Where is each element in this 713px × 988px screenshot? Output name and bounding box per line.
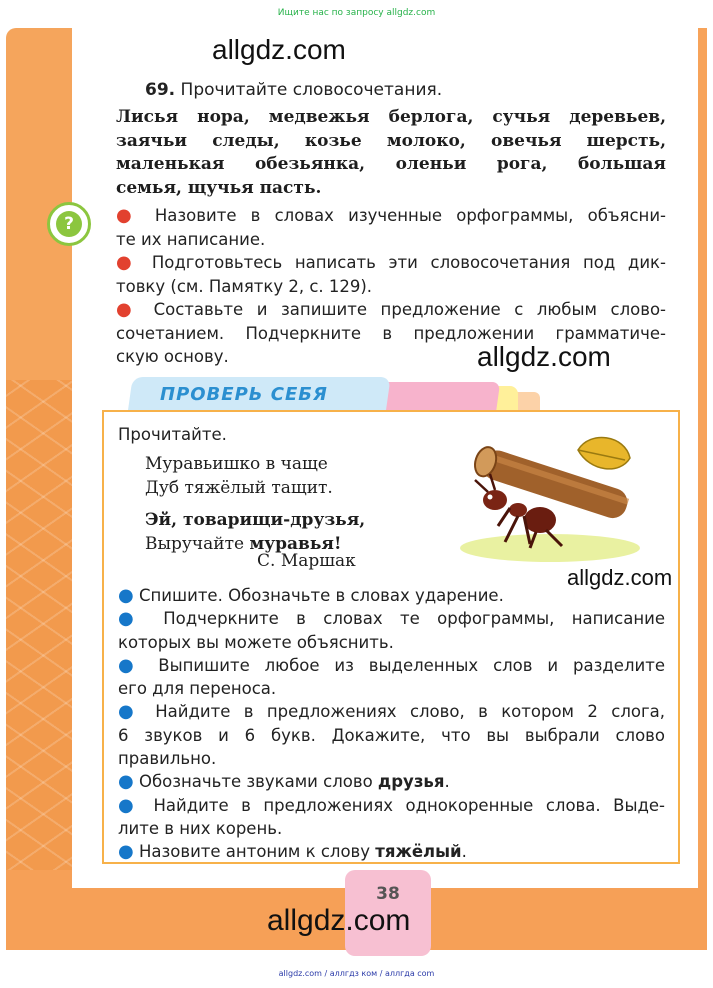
poem-line: Эй, товарищи-друзья, xyxy=(145,510,366,530)
task-line: скую основу. xyxy=(116,347,229,366)
task-line: те их написание. xyxy=(116,229,266,249)
task-line: ● Составьте и запишите предложение с любым слово- xyxy=(116,299,666,320)
task-line: которых вы можете объяснить. xyxy=(118,632,394,652)
poem-line: Выручайте муравья! xyxy=(145,534,342,554)
bullet-icon: ● xyxy=(118,585,134,606)
bullet-icon: ● xyxy=(118,701,142,723)
task-line: его для переноса. xyxy=(118,679,277,699)
poem-author: С. Маршак xyxy=(257,551,356,571)
poem xyxy=(145,452,365,556)
watermark: allgdz.com xyxy=(567,565,673,590)
phrase-line: заячьи следы, козье молоко, овечья шерсть, xyxy=(116,130,666,151)
task-line: лите в них корень. xyxy=(118,818,283,838)
task-item xyxy=(118,584,665,607)
check-tab-label: ПРОВЕРЬ СЕБЯ xyxy=(160,384,328,405)
task-line: ● Найдите в предложениях однокоренные слова. Выде- xyxy=(118,794,665,816)
bullet-icon: ● xyxy=(118,608,146,630)
task-item xyxy=(118,607,665,654)
task-line: ● Выпишите любое из выделенных слов и разделите xyxy=(118,654,665,676)
page-number: 38 xyxy=(376,884,400,904)
task-line: правильно. xyxy=(118,749,217,769)
bullet-icon: ● xyxy=(118,771,134,793)
bullet-icon: ● xyxy=(118,654,144,676)
bullet-icon: ● xyxy=(116,205,141,226)
phrase-line: семья, щучья пасть. xyxy=(116,177,322,198)
bullet-icon: ● xyxy=(118,841,134,863)
phrase-line: Лисья нора, медвежья берлога, сучья деревьев, xyxy=(116,107,666,127)
watermark: allgdz.com xyxy=(267,904,411,937)
bullet-icon: ● xyxy=(116,299,141,320)
question-icon: ? xyxy=(47,202,91,246)
phrase-list xyxy=(116,106,666,200)
bold-word: друзья xyxy=(377,772,445,792)
bottom-note: allgdz.com / аллгдз ком / аллгда com xyxy=(278,969,435,978)
exercise-heading xyxy=(145,80,442,100)
phrase-line: маленькая обезьянка, оленьи рога, большая xyxy=(116,154,666,174)
poem-line: Дуб тяжёлый тащит. xyxy=(145,478,333,498)
task-line: сочетанием. Подчеркните в предложении грамматиче- xyxy=(116,323,666,343)
task-line: товку (см. Памятку 2, с. 129). xyxy=(116,276,373,296)
task-line: ● Назовите антоним к слову тяжёлый. xyxy=(118,841,467,863)
task-line: ● Обозначьте звуками слово друзья. xyxy=(118,771,450,793)
top-note: Ищите нас по запросу allgdz.com xyxy=(277,8,436,18)
poem-line: Муравьишко в чаще xyxy=(145,454,328,474)
task-item xyxy=(118,794,665,841)
task-line: ● Подготовьтесь написать эти словосочетания под дик- xyxy=(116,252,666,273)
check-tasks xyxy=(118,584,665,864)
watermark: allgdz.com xyxy=(477,341,611,372)
task-line: ● Спишите. Обозначьте в словах ударение. xyxy=(118,585,504,606)
task-item xyxy=(118,700,665,770)
task-item xyxy=(116,251,666,298)
exercise-title: Прочитайте словосочетания. xyxy=(180,80,443,100)
task-item xyxy=(118,770,665,793)
watermark: allgdz.com xyxy=(212,34,346,65)
bullet-icon: ● xyxy=(116,252,140,273)
task-item xyxy=(116,204,666,251)
task-item xyxy=(118,654,665,701)
task-line: ● Подчеркните в словах те орфограммы, написание xyxy=(118,608,665,630)
task-line: ● Найдите в предложениях слово, в котором 2 слога, xyxy=(118,701,665,723)
ant-carrying-log-illustration xyxy=(450,430,640,565)
exercise-number: 69. xyxy=(145,80,176,100)
bold-word: тяжёлый xyxy=(375,842,462,862)
read-instruction: Прочитайте. xyxy=(118,425,227,444)
task-line: 6 звуков и 6 букв. Докажите, что вы выбрали слово xyxy=(118,725,665,745)
bullet-icon: ● xyxy=(118,794,141,816)
task-item xyxy=(118,840,665,863)
task-line: ● Назовите в словах изученные орфограммы, объясни- xyxy=(116,205,666,226)
